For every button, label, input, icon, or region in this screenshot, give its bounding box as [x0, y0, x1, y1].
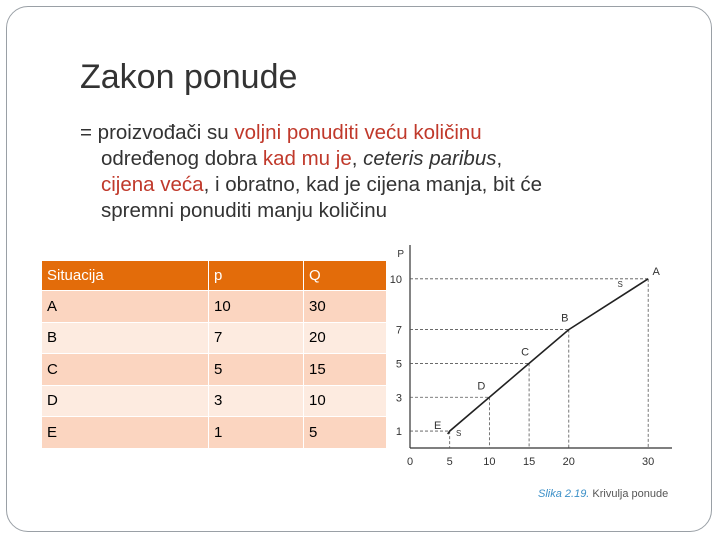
x-tick-label: 20 [562, 456, 575, 468]
text-fragment-red: cijena veća [101, 173, 204, 196]
curve-label: S [617, 279, 623, 289]
y-tick-label: 7 [395, 324, 402, 337]
text-fragment: određenog dobra [101, 147, 263, 170]
table-cell: B [42, 322, 209, 354]
text-fragment-red: voljni ponuditi veću količinu [234, 121, 482, 144]
table-row [42, 291, 398, 323]
y-tick-label: 1 [395, 426, 402, 439]
text-line-4 [80, 198, 680, 224]
table-cell: 20 [304, 322, 398, 354]
text-line-3 [80, 172, 680, 198]
point-label: D [477, 380, 486, 393]
text-line-2 [80, 146, 680, 172]
y-axis-label: P [397, 249, 404, 260]
situation-table [42, 261, 398, 449]
curve-label: S [456, 429, 462, 439]
slide-title: Zakon ponude [80, 58, 298, 96]
table-row [42, 417, 398, 449]
text-fragment-italic: ceteris paribus [363, 147, 497, 170]
table-cell: 5 [304, 417, 398, 449]
x-tick-label: 0 [406, 456, 414, 468]
point-label: A [652, 265, 660, 278]
text-fragment: , [351, 147, 364, 170]
y-tick-label: 3 [395, 392, 402, 405]
point-label: C [521, 346, 530, 359]
x-tick-label: 10 [483, 456, 496, 468]
table-header-cell: p [209, 261, 304, 291]
y-tick-label: 5 [395, 358, 402, 371]
table-cell: D [42, 385, 209, 417]
x-tick-label: 30 [642, 456, 655, 468]
table-header-row [42, 261, 398, 291]
text-fragment: , [496, 147, 503, 170]
y-tick-label: 10 [389, 273, 402, 286]
table-row [42, 354, 398, 386]
supply-curve-chart [386, 225, 692, 530]
table-cell: 7 [209, 322, 304, 354]
table-cell: 30 [304, 291, 398, 323]
table-header-cell: Q [304, 261, 398, 291]
table-header-cell: Situacija [42, 261, 209, 291]
table-cell: A [42, 291, 209, 323]
table-cell: 10 [304, 385, 398, 417]
text-fragment: , i obratno, kad je cijena manja, bit će [203, 173, 543, 196]
x-tick-label: 5 [446, 456, 453, 468]
table-row [42, 385, 398, 417]
table-cell: 5 [209, 354, 304, 386]
point-label: B [561, 312, 569, 325]
text-fragment: = proizvođači su [80, 121, 235, 144]
table-cell: E [42, 417, 209, 449]
text-line-1 [80, 120, 680, 146]
chart-background [386, 225, 692, 530]
table-cell: 15 [304, 354, 398, 386]
body-text [80, 120, 680, 224]
table-cell: 1 [209, 417, 304, 449]
table-cell: C [42, 354, 209, 386]
text-fragment: spremni ponuditi manju količinu [101, 199, 388, 222]
table-row [42, 322, 398, 354]
x-tick-label: 15 [522, 456, 536, 468]
table-cell: 10 [209, 291, 304, 323]
text-fragment-red: kad mu je [262, 147, 352, 170]
point-label: E [434, 420, 442, 433]
table-cell: 3 [209, 385, 304, 417]
chart-caption: Slika 2.19. Krivulja ponude [538, 488, 669, 500]
